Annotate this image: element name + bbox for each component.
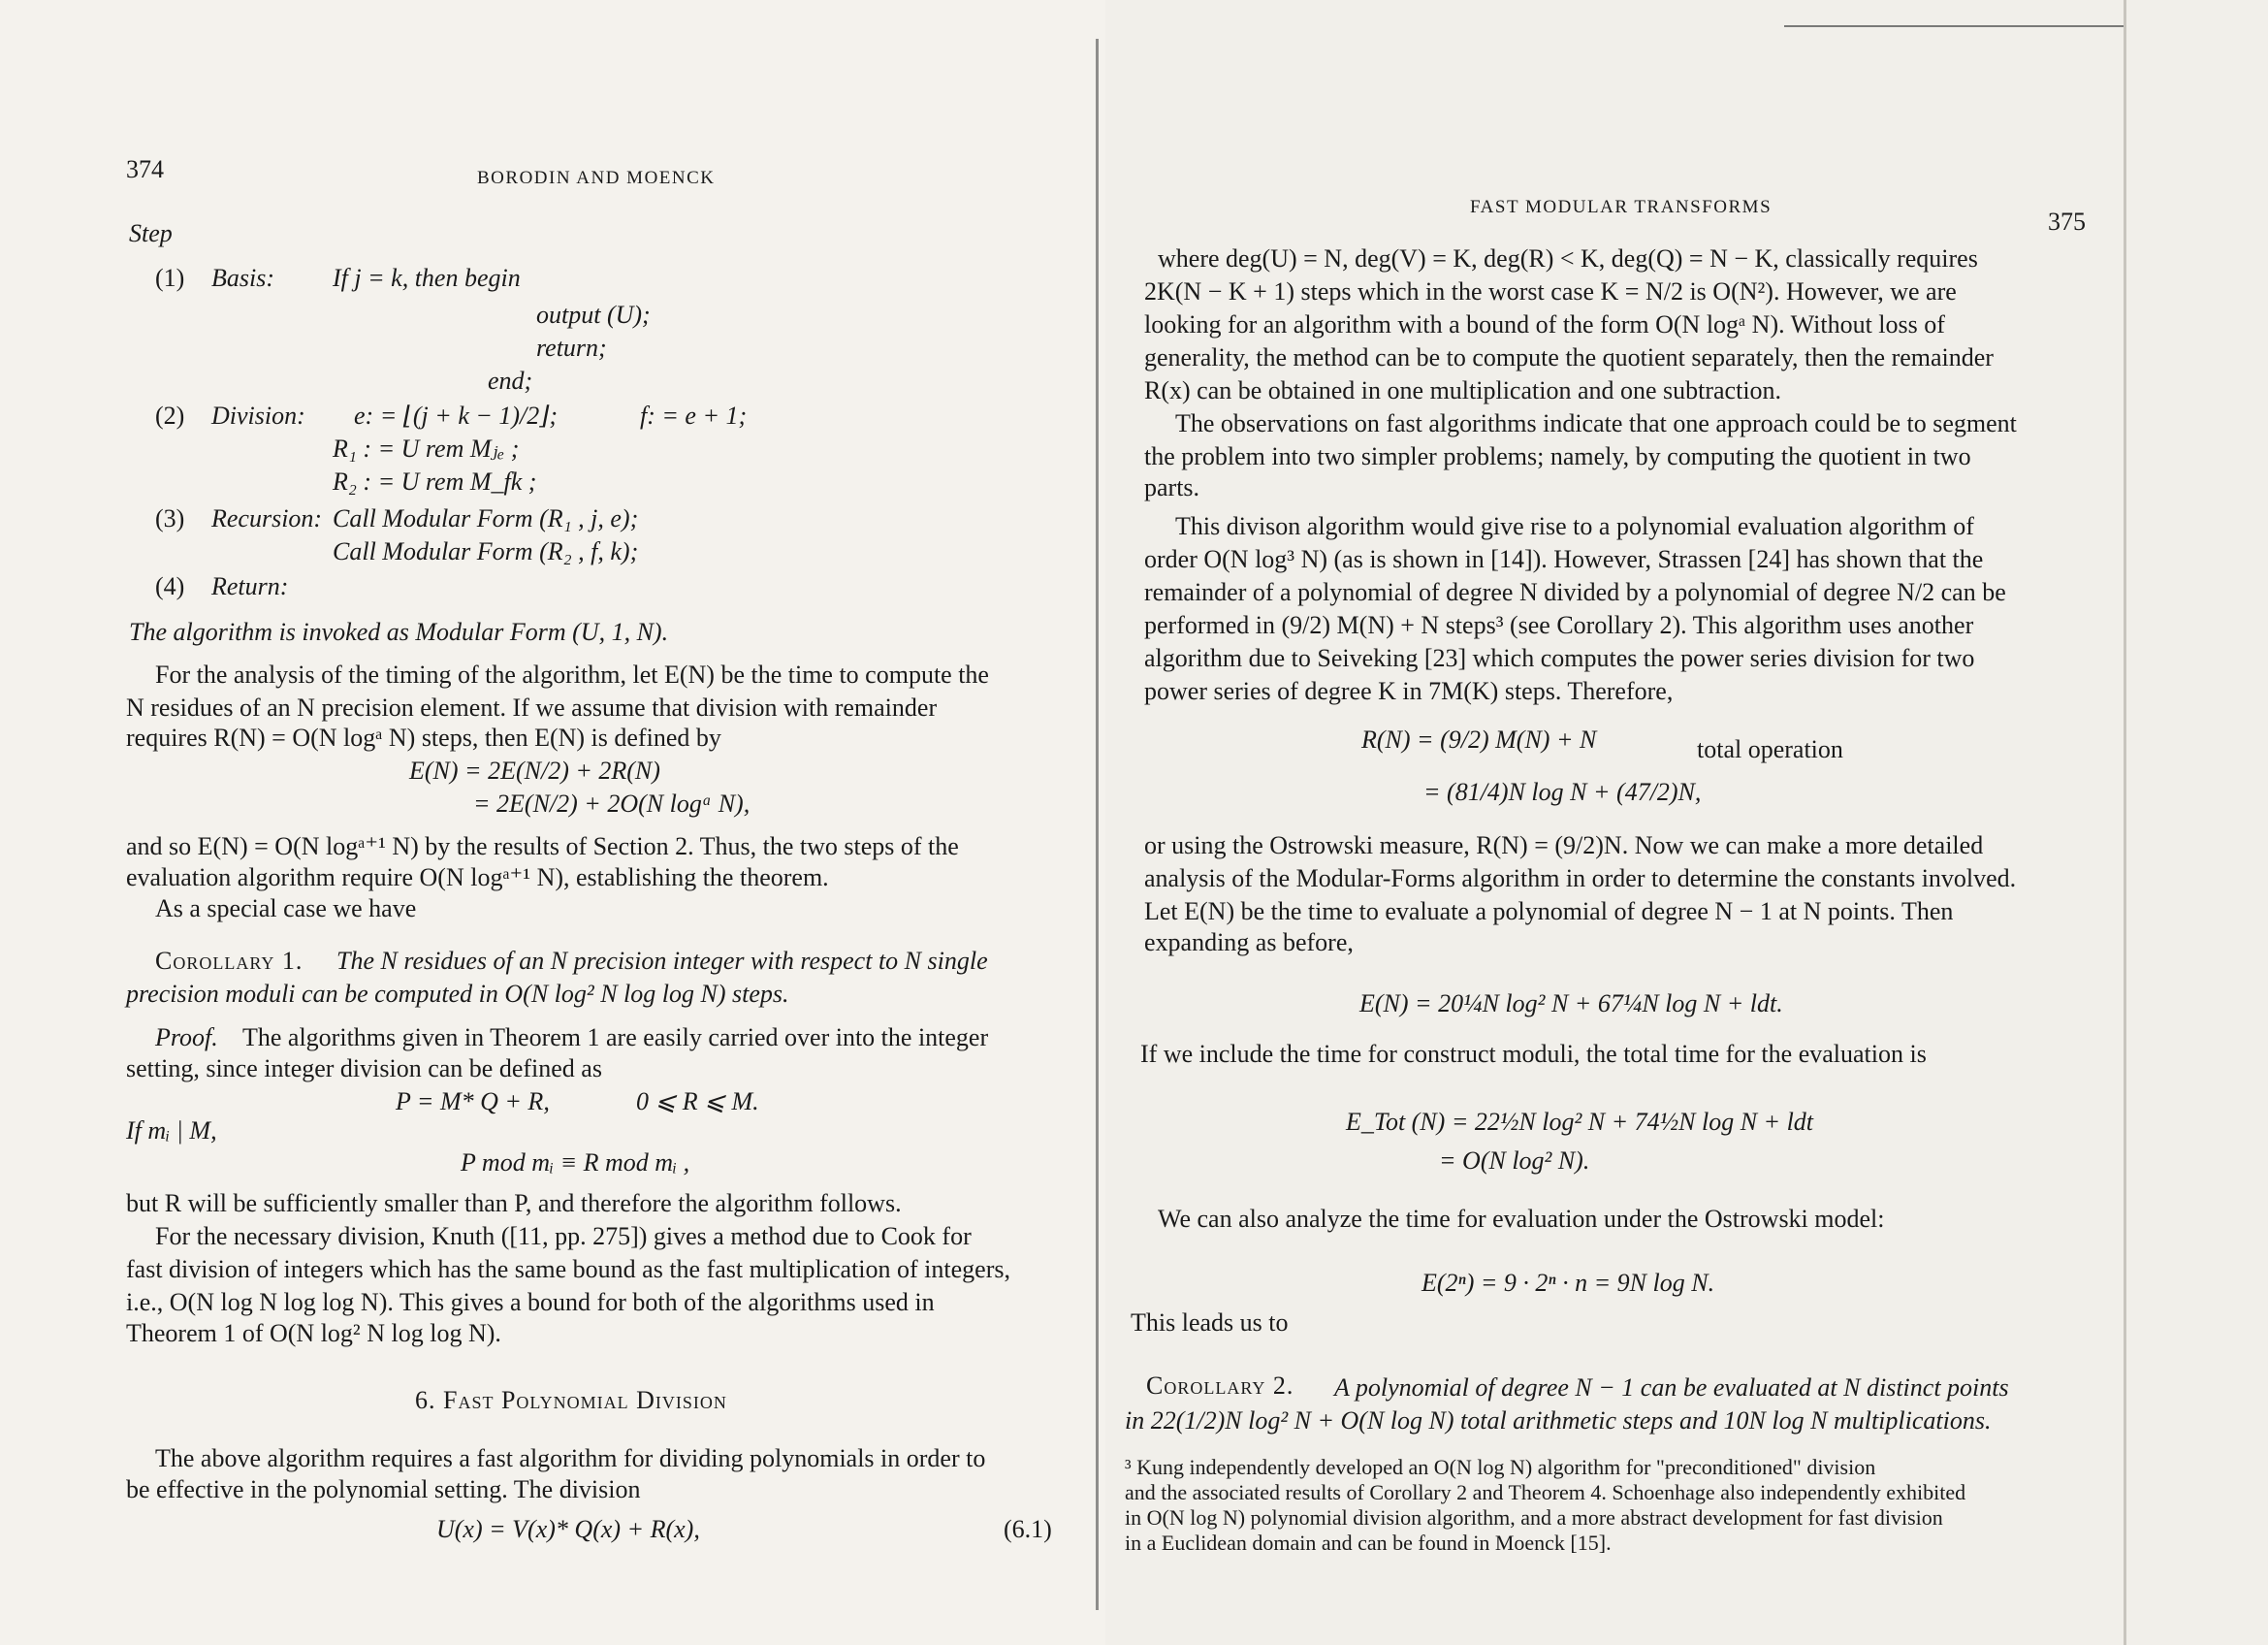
paragraph-line: This divison algorithm would give rise to a polynomial evaluation algorithm of xyxy=(1175,512,1974,540)
running-head-left: BORODIN AND MOENCK xyxy=(477,168,716,188)
paragraph-line: be effective in the polynomial setting. The division xyxy=(126,1475,641,1503)
step-1-line: end; xyxy=(488,367,533,395)
paragraph-line: the problem into two simpler problems; namely, by computing the quotient in two xyxy=(1144,442,1971,470)
equation-pmq-condition: 0 ⩽ R ⩽ M. xyxy=(636,1087,759,1115)
paragraph-line: remainder of a polynomial of degree N divided by a polynomial of degree N/2 can be xyxy=(1144,578,2006,606)
paragraph-line: evaluation algorithm require O(N logᵃ⁺¹ N), establishing the theorem. xyxy=(126,863,829,891)
paragraph-line: If we include the time for construct moduli, the total time for the evaluation is xyxy=(1140,1040,1927,1068)
paragraph-line: The above algorithm requires a fast algorithm for dividing polynomials in order to xyxy=(155,1444,986,1472)
corollary-1-line: precision moduli can be computed in O(N log² N log log N) steps. xyxy=(126,980,789,1008)
corollary-1-label: Corollary 1. xyxy=(155,947,303,975)
page-number-left: 374 xyxy=(126,155,164,183)
step-3-line: Call Modular Form (R₁ , j, e); xyxy=(333,504,639,532)
step-1-num: (1) xyxy=(155,264,185,292)
step-4-num: (4) xyxy=(155,572,185,600)
equation-en-1: E(N) = 2E(N/2) + 2R(N) xyxy=(409,757,660,785)
scan-right-edge xyxy=(2124,0,2126,1645)
footnote-line: ³ Kung independently developed an O(N log N) algorithm for "preconditioned" division xyxy=(1125,1455,1876,1479)
leads-to: This leads us to xyxy=(1131,1308,1289,1337)
proof-line: The algorithms given in Theorem 1 are easily carried over into the integer xyxy=(242,1023,989,1051)
paragraph-line: Let E(N) be the time to evaluate a polynomial of degree N − 1 at N points. Then xyxy=(1144,897,1954,925)
corollary-2-label: Corollary 2. xyxy=(1146,1371,1294,1400)
section-heading: 6. Fast Polynomial Division xyxy=(415,1386,727,1414)
page-gutter xyxy=(1096,39,1099,1610)
step-2-line: f: = e + 1; xyxy=(640,402,748,430)
special-case: As a special case we have xyxy=(155,894,417,922)
paragraph-line: performed in (9/2) M(N) + N steps³ (see Corollary 2). This algorithm uses another xyxy=(1144,611,1974,639)
paragraph-line: order O(N log³ N) (as is shown in [14]). However, Strassen [24] has shown that the xyxy=(1144,545,1984,573)
corollary-1-line: The N residues of an N precision integer with respect to N single xyxy=(336,947,988,975)
paragraph-line: parts. xyxy=(1144,473,1200,501)
step-1-line: return; xyxy=(536,334,607,362)
proof-label: Proof. xyxy=(155,1023,218,1051)
corollary-2-line: in 22(1/2)N log² N + O(N log N) total arithmetic steps and 10N log N multiplications. xyxy=(1125,1406,1992,1435)
equation-pmq: P = M* Q + R, xyxy=(396,1087,550,1115)
paragraph-line: Theorem 1 of O(N log² N log log N). xyxy=(126,1319,501,1347)
equation-en-2: = 2E(N/2) + 2O(N logᵃ N), xyxy=(473,790,751,818)
equation-number: (6.1) xyxy=(1004,1515,1052,1543)
paragraph-line: N residues of an N precision element. If we assume that division with remainder xyxy=(126,693,938,722)
paragraph-line: expanding as before, xyxy=(1144,928,1354,956)
running-head-right: FAST MODULAR TRANSFORMS xyxy=(1470,197,1773,217)
paragraph-line: R(x) can be obtained in one multiplication and one subtraction. xyxy=(1144,376,1782,404)
paragraph-line: We can also analyze the time for evaluation under the Ostrowski model: xyxy=(1158,1205,1885,1233)
paragraph-line: requires R(N) = O(N logᵃ N) steps, then E(N) is defined by xyxy=(126,724,721,752)
equation-en-right: E(N) = 20¼N log² N + 67¼N log N + ldt. xyxy=(1359,989,1783,1017)
paragraph-line: where deg(U) = N, deg(V) = K, deg(R) < K, deg(Q) = N − K, classically requires xyxy=(1158,244,1978,273)
step-3-num: (3) xyxy=(155,504,185,532)
step-4-name: Return: xyxy=(211,572,289,600)
paragraph-line: algorithm due to Seiveking [23] which computes the power series division for two xyxy=(1144,644,1975,672)
equation-rn-2: = (81/4)N log N + (47/2)N, xyxy=(1423,778,1702,806)
paragraph-line: fast division of integers which has the same bound as the fast multiplication of integers, xyxy=(126,1255,1010,1283)
algorithm-invoked: The algorithm is invoked as Modular Form (U, 1, N). xyxy=(129,618,669,646)
step-1-name: Basis: xyxy=(211,264,274,292)
paragraph-line: The observations on fast algorithms indicate that one approach could be to segment xyxy=(1175,409,2017,437)
step-2-line: e: = ⌊(j + k − 1)/2⌋; xyxy=(354,402,559,430)
step-1-line: If j = k, then begin xyxy=(333,264,521,292)
step-2-num: (2) xyxy=(155,402,185,430)
equation-rn-1: R(N) = (9/2) M(N) + N xyxy=(1361,726,1597,754)
footnote-line: in a Euclidean domain and can be found in Moenck [15]. xyxy=(1125,1531,1612,1555)
corollary-2-line: A polynomial of degree N − 1 can be evaluated at N distinct points xyxy=(1334,1373,2009,1402)
equation-e2n: E(2ⁿ) = 9 · 2ⁿ · n = 9N log N. xyxy=(1421,1269,1715,1297)
scan-edge-line xyxy=(1784,25,2124,27)
paragraph-line: looking for an algorithm with a bound of the form O(N logᵃ N). Without loss of xyxy=(1144,310,1945,339)
step-2-name: Division: xyxy=(211,402,305,430)
paragraph-line: i.e., O(N log N log log N). This gives a bound for both of the algorithms used in xyxy=(126,1288,935,1316)
step-label: Step xyxy=(129,219,173,247)
paragraph-line: and so E(N) = O(N logᵃ⁺¹ N) by the results of Section 2. Thus, the two steps of the xyxy=(126,832,959,860)
proof-line: setting, since integer division can be defined as xyxy=(126,1054,602,1082)
if-mi-divides-m: If mᵢ | M, xyxy=(126,1116,217,1145)
step-3-name: Recursion: xyxy=(211,504,323,532)
paragraph-line: power series of degree K in 7M(K) steps. Therefore, xyxy=(1144,677,1674,705)
equation-rn-note: total operation xyxy=(1697,735,1843,763)
step-3-line: Call Modular Form (R₂ , f, k); xyxy=(333,537,639,565)
page-number-right: 375 xyxy=(2048,208,2086,236)
paragraph-line: 2K(N − K + 1) steps which in the worst case K = N/2 is O(N²). However, we are xyxy=(1144,277,1957,306)
equation-etot-1: E_Tot (N) = 22½N log² N + 74½N log N + ldt xyxy=(1346,1108,1814,1136)
footnote-line: and the associated results of Corollary 2 and Theorem 4. Schoenhage also independently exhibited xyxy=(1125,1480,1966,1504)
step-2-line: R₂ : = U rem M_fk ; xyxy=(333,468,537,496)
equation-etot-2: = O(N log² N). xyxy=(1439,1146,1590,1175)
paragraph-line: For the necessary division, Knuth ([11, pp. 275]) gives a method due to Cook for xyxy=(155,1222,972,1250)
footnote-line: in O(N log N) polynomial division algorithm, and a more abstract development for fast division xyxy=(1125,1505,1943,1530)
paragraph-line: analysis of the Modular-Forms algorithm in order to determine the constants involved. xyxy=(1144,864,2017,892)
equation-pmod: P mod mᵢ ≡ R mod mᵢ , xyxy=(461,1148,690,1177)
paragraph-line: but R will be sufficiently smaller than P, and therefore the algorithm follows. xyxy=(126,1189,902,1217)
step-1-line: output (U); xyxy=(536,301,651,329)
paragraph-line: generality, the method can be to compute the quotient separately, then the remainder xyxy=(1144,343,1994,371)
step-2-line: R₁ : = U rem Mⱼₑ ; xyxy=(333,435,520,463)
paragraph-line: For the analysis of the timing of the algorithm, let E(N) be the time to compute the xyxy=(155,661,989,689)
paragraph-line: or using the Ostrowski measure, R(N) = (9/2)N. Now we can make a more detailed xyxy=(1144,831,1984,859)
equation-6-1: U(x) = V(x)* Q(x) + R(x), xyxy=(436,1515,700,1543)
